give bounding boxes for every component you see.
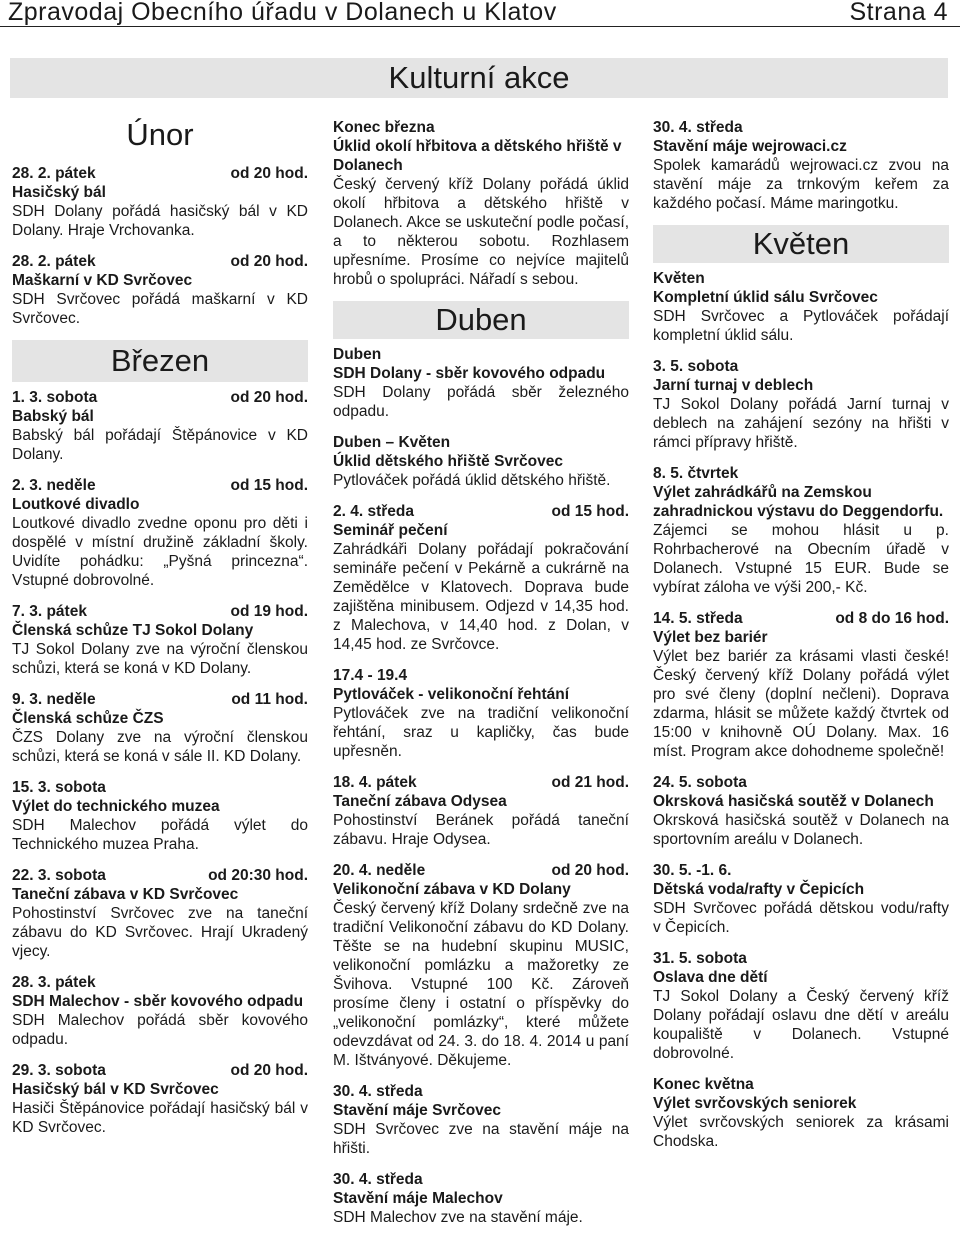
event-description: ČZS Dolany zve na výroční členskou schůzi, která se koná v sále II. KD Dolany. xyxy=(12,729,308,765)
event-title: Výlet zahrádkářů na Zemskou zahradnickou výstavu do Deggendorfu. xyxy=(653,484,944,520)
event-description: Okrsková hasičská soutěž v Dolanech na sportovním areálu v Dolanech. xyxy=(653,812,949,848)
event-description: Spolek kamarádů wejrowaci.cz zvou na stavění máje za trnkovým keřem za každého počasí. Máme maringotku. xyxy=(653,157,949,212)
column-1 xyxy=(12,112,308,1149)
event-title: Velikonoční zábava v KD Dolany xyxy=(333,881,571,898)
event-date-row xyxy=(333,502,629,521)
event-date: 3. 5. sobota xyxy=(653,358,739,375)
event-description: Výlet bez bariér za krásami vlasti české! Český červený kříž Dolany pořádá výlet pro své členy (doplní nečleni). Doprava zdarma, hlásit se můžete každý čtvrtek od 15:00 v knihovně OÚ Dolany. Max. 16 míst. Program akce dohodneme společně! xyxy=(653,648,949,760)
section-banner xyxy=(10,58,948,98)
event-date-row xyxy=(333,861,629,880)
event-date-row xyxy=(12,164,308,183)
event-description: Zahrádkáři Dolany pořádají pokračování semináře pečení v Pekárně a cukrárně na Zemědělce v Klatovech. Doprava bude zajištěna minibusem. Odjezd v 14,35 hod. z Malechova, v 14,40 hod. z Dolan, v 14,45 hod. ze Svrčovce. xyxy=(333,541,629,653)
event-date-row xyxy=(653,773,949,792)
event-item xyxy=(333,666,629,761)
event-item xyxy=(12,164,308,240)
event-title: Taneční zábava Odysea xyxy=(333,793,507,810)
event-title: Stavění máje wejrowaci.cz xyxy=(653,138,847,155)
event-time: od 11 hod. xyxy=(231,691,308,708)
event-description: SDH Malechov pořádá výlet do Technického muzea Praha. xyxy=(12,817,308,853)
event-date: 15. 3. sobota xyxy=(12,779,106,796)
event-time: od 20:30 hod. xyxy=(208,867,308,884)
event-date-row xyxy=(12,252,308,271)
event-date: 31. 5. sobota xyxy=(653,950,747,967)
event-item xyxy=(653,1075,949,1151)
event-title: Loutkové divadlo xyxy=(12,496,140,513)
event-item xyxy=(333,861,629,1070)
event-date-row xyxy=(333,1170,629,1189)
event-item xyxy=(12,973,308,1049)
event-date-row xyxy=(653,118,949,137)
event-date: 20. 4. neděle xyxy=(333,862,426,879)
event-date-row xyxy=(653,861,949,880)
month-heading: Únor xyxy=(126,117,194,152)
event-time: od 8 do 16 hod. xyxy=(835,610,949,627)
event-date-row xyxy=(333,666,629,685)
event-date-row xyxy=(653,357,949,376)
event-item xyxy=(653,269,949,345)
event-date-row xyxy=(12,1061,308,1080)
event-time: od 19 hod. xyxy=(230,603,308,620)
event-date: 24. 5. sobota xyxy=(653,774,747,791)
event-date-row xyxy=(12,973,308,992)
event-title: Seminář pečení xyxy=(333,522,448,539)
event-title: Výlet bez bariér xyxy=(653,629,768,646)
event-date-row xyxy=(653,464,949,483)
event-description: SDH Dolany pořádá sběr železného odpadu. xyxy=(333,384,629,420)
event-date-row xyxy=(653,949,949,968)
event-item xyxy=(12,866,308,961)
event-time: od 15 hod. xyxy=(551,503,629,520)
event-item xyxy=(333,773,629,849)
event-date: 8. 5. čtvrtek xyxy=(653,465,739,482)
event-item xyxy=(653,118,949,213)
event-date: Květen xyxy=(653,270,705,287)
event-description: Loutkové divadlo zvedne oponu pro děti i dospělé v místní družině základní školy. Uvidíte pohádku: „Pyšná princezna“. Vstupné dobrovolné. xyxy=(12,515,308,589)
event-title: Výlet do technického muzea xyxy=(12,798,220,815)
event-date: Konec května xyxy=(653,1076,754,1093)
event-item xyxy=(653,609,949,761)
event-description: SDH Malechov pořádá sběr kovového odpadu. xyxy=(12,1012,308,1048)
event-date: 14. 5. středa xyxy=(653,610,743,627)
event-description: TJ Sokol Dolany pořádá Jarní turnaj v deblech na zahájení sezóny na hřišti v rámci přípravy hřiště. xyxy=(653,396,949,451)
event-date-row xyxy=(653,609,949,628)
event-description: Český červený kříž Dolany srdečně zve na tradiční Velikonoční zábavu do KD Dolany. Těšte se na hudební skupinu MUSIC, velikonoční pomlázku a mažoretky ze Švihova. Vstupné 100 Kč. Zároveň prosíme členy i ostatní o příspěvky do „velikonoční pomlázky“, které můžete odevzdávat od 24. 3. do 18. 4. 2014 u paní M. Ištványové. Děkujeme. xyxy=(333,900,629,1069)
event-description: Výlet svrčovských seniorek za krásami Chodska. xyxy=(653,1114,949,1150)
event-description: SDH Svrčovec pořádá dětskou vodu/rafty v Čepicích. xyxy=(653,900,949,936)
event-date: 30. 5. -1. 6. xyxy=(653,862,732,879)
event-date: 9. 3. neděle xyxy=(12,691,96,708)
month-heading: Květen xyxy=(653,225,949,263)
event-description: SDH Malechov zve na stavění máje. xyxy=(333,1209,583,1226)
event-time: od 20 hod. xyxy=(230,165,308,182)
event-item xyxy=(333,433,629,490)
event-title: Maškarní v KD Svrčovec xyxy=(12,272,193,289)
event-date: 30. 4. středa xyxy=(653,119,743,136)
event-date: 30. 4. středa xyxy=(333,1083,423,1100)
event-description: Český červený kříž Dolany pořádá úklid okolí hřbitova a dětského hřiště v Dolanech. Akce se uskuteční podle počasí, a to některou sobotu. Rozhlasem upřesníme. Prosíme co nejvíce majitelů hrobů o spolupráci. Nářadí s sebou. xyxy=(333,176,629,288)
event-item xyxy=(12,476,308,590)
event-date: 18. 4. pátek xyxy=(333,774,417,791)
event-date-row xyxy=(12,388,308,407)
event-date-row xyxy=(333,118,629,137)
month-heading: Březen xyxy=(12,340,308,382)
event-date-row xyxy=(12,602,308,621)
event-title: Kompletní úklid sálu Svrčovec xyxy=(653,289,878,306)
event-item xyxy=(653,861,949,937)
event-description: Pohostinství Beránek pořádá taneční zábavu. Hraje Odysea. xyxy=(333,812,629,848)
event-title: Taneční zábava v KD Svrčovec xyxy=(12,886,239,903)
event-date: 1. 3. sobota xyxy=(12,389,98,406)
event-item xyxy=(12,690,308,766)
event-date-row xyxy=(12,866,308,885)
event-date-row xyxy=(12,476,308,495)
event-date-row xyxy=(333,433,629,452)
event-title: Úklid dětského hřiště Svrčovec xyxy=(333,453,564,470)
event-date: 2. 3. neděle xyxy=(12,477,96,494)
event-item xyxy=(653,949,949,1063)
event-date-row xyxy=(333,345,629,364)
event-date-row xyxy=(333,1082,629,1101)
event-description: Pohostinství Svrčovec zve na taneční zábavu do KD Svrčovec. Hrají Ukradený vjecy. xyxy=(12,905,308,960)
event-title: Stavění máje Svrčovec xyxy=(333,1102,502,1119)
event-date: 28. 2. pátek xyxy=(12,165,96,182)
event-date-row xyxy=(12,778,308,797)
event-description: SDH Svrčovec pořádá maškarní v KD Svrčovec. xyxy=(12,291,308,327)
event-date-row xyxy=(12,690,308,709)
event-item xyxy=(333,1082,629,1158)
page-header xyxy=(0,0,960,27)
event-date: Konec března xyxy=(333,119,435,136)
event-date-row xyxy=(333,773,629,792)
event-description: Pytlováček pořádá úklid dětského hřiště. xyxy=(333,472,611,489)
banner-title: Kulturní akce xyxy=(388,60,570,95)
event-time: od 20 hod. xyxy=(230,1062,308,1079)
event-title: SDH Dolany - sběr kovového odpadu xyxy=(333,365,606,382)
event-title: Okrsková hasičská soutěž v Dolanech xyxy=(653,793,934,810)
event-item xyxy=(12,388,308,464)
event-item xyxy=(653,773,949,849)
newsletter-title: Zpravodaj Obecního úřadu v Dolanech u Klatov xyxy=(8,0,557,26)
event-item xyxy=(333,502,629,654)
event-date-row xyxy=(653,269,949,288)
event-title: Dětská voda/rafty v Čepicích xyxy=(653,881,865,898)
event-date: 29. 3. sobota xyxy=(12,1062,106,1079)
event-date: 2. 4. středa xyxy=(333,503,414,520)
event-title: Hasičský bál v KD Svrčovec xyxy=(12,1081,219,1098)
event-description: Babský bál pořádají Štěpánovice v KD Dolany. xyxy=(12,427,308,463)
event-date: Duben – Květen xyxy=(333,434,451,451)
month-heading: Duben xyxy=(333,301,629,339)
event-title: Hasičský bál xyxy=(12,184,106,201)
event-description: SDH Svrčovec a Pytlováček pořádají kompletní úklid sálu. xyxy=(653,308,949,344)
event-date: 28. 3. pátek xyxy=(12,974,96,991)
event-item xyxy=(12,778,308,854)
event-title: Výlet svrčovských seniorek xyxy=(653,1095,857,1112)
event-date: 28. 2. pátek xyxy=(12,253,96,270)
event-title: Úklid okolí hřbitova a dětského hřiště v Dolanech xyxy=(333,138,622,174)
event-title: Pytlováček - velikonoční řehtání xyxy=(333,686,570,703)
event-item xyxy=(333,118,629,289)
event-item xyxy=(12,1061,308,1137)
event-date: Duben xyxy=(333,346,382,363)
event-title: Babský bál xyxy=(12,408,94,425)
event-time: od 20 hod. xyxy=(230,389,308,406)
event-description: Hasiči Štěpánovice pořádají hasičský bál v KD Svrčovec. xyxy=(12,1100,308,1136)
event-title: Členská schůze TJ Sokol Dolany xyxy=(12,622,254,639)
event-item xyxy=(12,252,308,328)
event-description: SDH Dolany pořádá hasičský bál v KD Dolany. Hraje Vrchovanka. xyxy=(12,203,308,239)
event-date: 30. 4. středa xyxy=(333,1171,423,1188)
event-date: 7. 3. pátek xyxy=(12,603,87,620)
event-title: Oslava dne dětí xyxy=(653,969,768,986)
page-number: Strana 4 xyxy=(849,0,948,26)
event-time: od 20 hod. xyxy=(551,862,629,879)
event-description: SDH Svrčovec zve na stavění máje na hřišti. xyxy=(333,1121,629,1157)
event-description: TJ Sokol Dolany a Český červený kříž Dolany pořádají oslavu dne dětí v areálu koupaliště v Dolanech. Vstupné dobrovolné. xyxy=(653,988,949,1062)
event-item xyxy=(333,345,629,421)
event-date: 17.4 - 19.4 xyxy=(333,667,408,684)
event-time: od 21 hod. xyxy=(551,774,629,791)
event-title: Členská schůze ČZS xyxy=(12,710,164,727)
column-3 xyxy=(653,118,949,1163)
event-description: Pytlováček zve na tradiční velikonoční řehtání, sraz u kapličky, čas bude upřesněn. xyxy=(333,705,629,760)
event-description: Zájemci se mohou hlásit u p. Rohrbacherové na Obecním úřadě v Dolanech. Vstupné 15 EUR. Bude se vybírat záloha ve výši 200,- Kč. xyxy=(653,522,949,596)
event-item xyxy=(12,602,308,678)
event-time: od 20 hod. xyxy=(230,253,308,270)
event-item xyxy=(333,1170,629,1227)
event-time: od 15 hod. xyxy=(230,477,308,494)
event-title: SDH Malechov - sběr kovového odpadu xyxy=(12,993,304,1010)
event-description: TJ Sokol Dolany zve na výroční členskou schůzi, která se koná v KD Dolany. xyxy=(12,641,308,677)
column-2 xyxy=(333,118,629,1239)
event-item xyxy=(653,357,949,452)
event-title: Stavění máje Malechov xyxy=(333,1190,503,1207)
event-item xyxy=(653,464,949,597)
event-date-row xyxy=(653,1075,949,1094)
event-title: Jarní turnaj v deblech xyxy=(653,377,814,394)
event-date: 22. 3. sobota xyxy=(12,867,106,884)
